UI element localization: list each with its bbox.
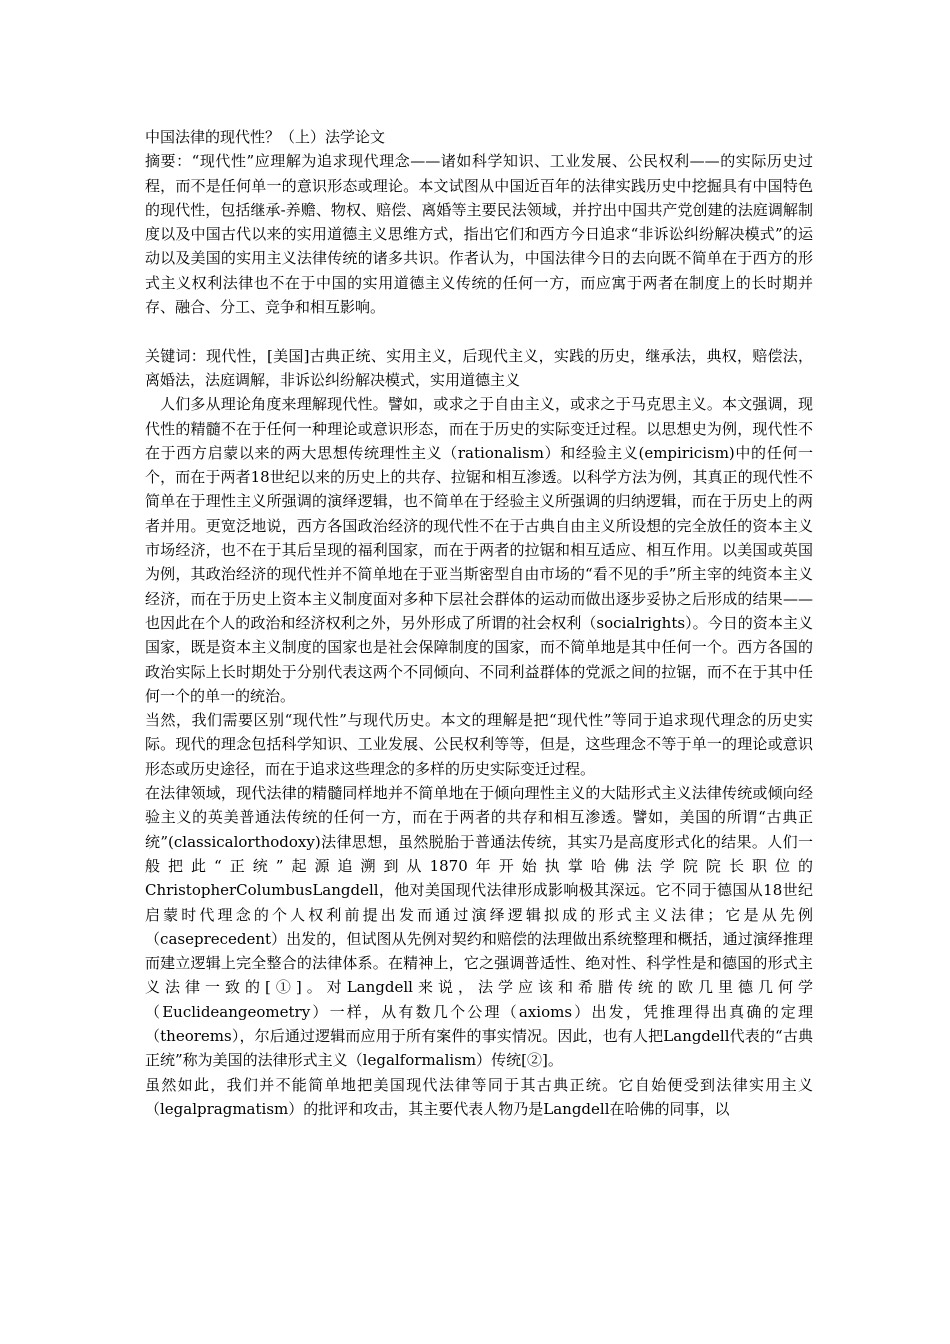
abstract-paragraph: 摘要：“现代性”应理解为追求现代理念——诸如科学知识、工业发展、公民权利——的实际历史过程，而不是任何单一的意识形态或理论。本文试图从中国近百年的法律实践历史中挖掘具有中国特色的现代性，包括继承-养赡、物权、赔偿、离婚等主要民法领域，并拧出中国共产党创建的法庭调解制度以及中国古代以来的实用道德主义思维方式，指出它们和西方今日追求“非诉讼纠纷解决模式”的运动以及美国的实用主义法律传统的诸多共识。作者认为，中国法律今日的去向既不简单在于西方的形式主义权利法律也不在于中国的实用道德主义传统的任何一方，而应寓于两者在制度上的长时期并存、融合、分工、竞争和相互影响。: [145, 152, 813, 317]
keywords-paragraph: 关键词：现代性，[美国]古典正统、实用主义，后现代主义，实践的历史，继承法，典权，赔偿法，离婚法，法庭调解，非诉讼纠纷解决模式，实用道德主义: [145, 346, 813, 389]
document-page: [145, 125, 813, 1121]
document-title: 中国法律的现代性？（上）法学论文: [145, 128, 386, 146]
body-paragraph-4: 虽然如此，我们并不能简单地把美国现代法律等同于其古典正统。它自始便受到法律实用主义（legalpragmatism）的批评和攻击，其主要代表人物乃是Langdell在哈佛的同事，以: [145, 1075, 813, 1118]
body-paragraph-2: 当然，我们需要区别“现代性”与现代历史。本文的理解是把“现代性”等同于追求现代理念的历史实际。现代的理念包括科学知识、工业发展、公民权利等等，但是，这些理念不等于单一的理论或意识形态或历史途径，而在于追求这些理念的多样的历史实际变迁过程。: [145, 711, 813, 778]
blank-line: [145, 319, 813, 343]
body-paragraph-1: 人们多从理论角度来理解现代性。譬如，或求之于自由主义，或求之于马克思主义。本文强调，现代性的精髓不在于任何一种理论或意识形态，而在于历史的实际变迁过程。以思想史为例，现代性不在于西方启蒙以来的两大思想传统理性主义（rationalism）和经验主义(empiricism)中的任何一个，而在于两者18世纪以来的历史上的共存、拉锯和相互渗透。以科学方法为例，其真正的现代性不简单在于理性主义所强调的演绎逻辑，也不简单在于经验主义所强调的归纳逻辑，而在于历史上的两者并用。更宽泛地说，西方各国政治经济的现代性不在于古典自由主义所设想的完全放任的资本主义市场经济，也不在于其后呈现的福利国家，而在于两者的拉锯和相互适应、相互作用。以美国或英国为例，其政治经济的现代性并不简单地在于亚当斯密型自由市场的“看不见的手”所主宰的纯资本主义经济，而在于历史上资本主义制度面对多种下层社会群体的运动而做出逐步妥协之后形成的结果——也因此在个人的政治和经济权利之外，另外形成了所谓的社会权利（socialrights）。今日的资本主义国家，既是资本主义制度的国家也是社会保障制度的国家，而不简单地是其中任何一个。西方各国的政治实际上长时期处于分别代表这两个不同倾向、不同利益群体的党派之间的拉锯，而不在于其中任何一个的单一的统治。: [145, 395, 813, 705]
body-paragraph-3: 在法律领域，现代法律的精髓同样地并不简单地在于倾向理性主义的大陆形式主义法律传统或倾向经验主义的英美普通法传统的任何一方，而在于两者的共存和相互渗透。譬如，美国的所谓“古典正统”(classicalorthodoxy)法律思想，虽然脱胎于普通法传统，其实乃是高度形式化的结果。人们一般把此“正统”起源追溯到从1870年开始执掌哈佛法学院院长职位的ChristopherColumbusLangdell，他对美国现代法律形成影响极其深远。它不同于德国从18世纪启蒙时代理念的个人权利前提出发而通过演绎逻辑拟成的形式主义法律；它是从先例（caseprecedent）出发的，但试图从先例对契约和赔偿的法理做出系统整理和概括，通过演绎推理而建立逻辑上完全整合的法律体系。在精神上，它之强调普适性、绝对性、科学性是和德国的形式主义法律一致的[①]。对Langdell来说，法学应该和希腊传统的欧几里德几何学（Euclideangeometry）一样，从有数几个公理（axioms）出发，凭推理得出真确的定理（theorems），尔后通过逻辑而应用于所有案件的事实情况。因此，也有人把Langdell代表的“古典正统”称为美国的法律形式主义（legalformalism）传统[②]。: [145, 784, 813, 1070]
